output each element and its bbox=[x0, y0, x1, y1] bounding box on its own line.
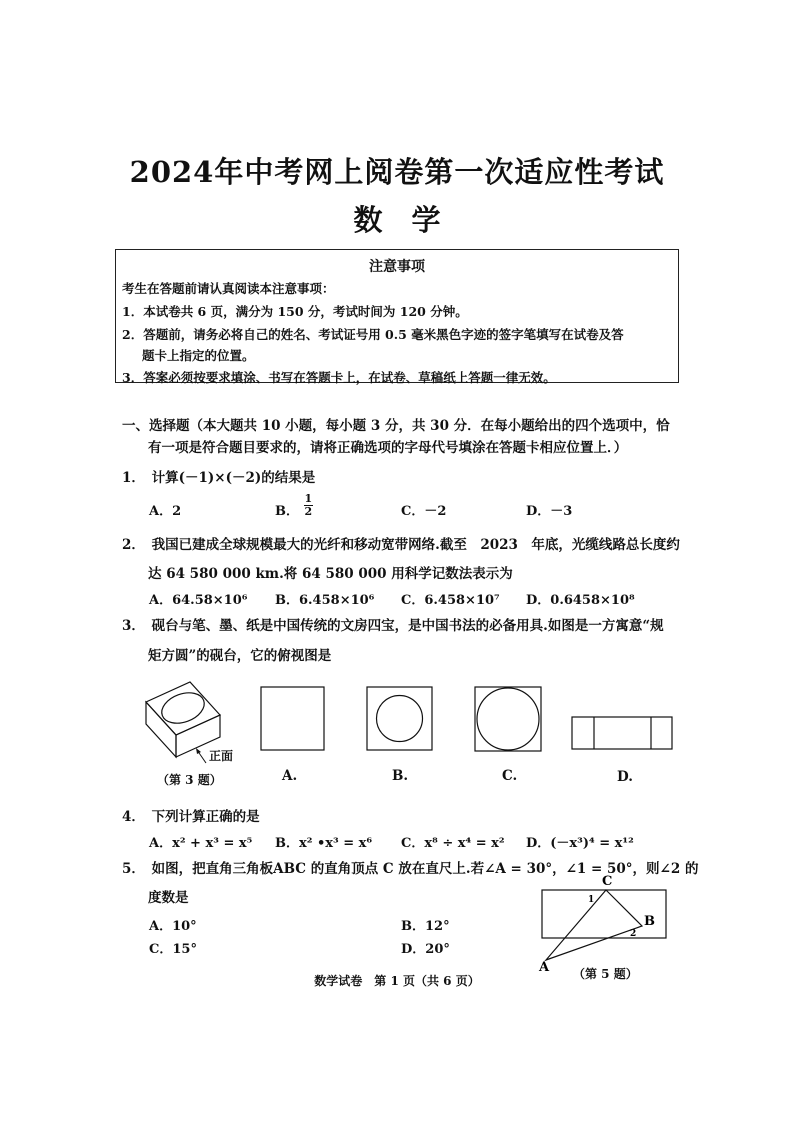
subject-title: 数 学 bbox=[353, 203, 441, 237]
q2-option-d: D．0.6458×10⁸ bbox=[526, 593, 635, 608]
fraction-denominator: 2 bbox=[304, 505, 313, 518]
option-c-figure bbox=[474, 686, 543, 753]
q1-option-a: A．2 bbox=[149, 504, 182, 519]
circle-shape bbox=[477, 688, 539, 750]
front-label: 正面 bbox=[209, 749, 234, 763]
q4-option-a: A．x² + x³ = x⁵ bbox=[149, 836, 253, 851]
exam-title: 2024年中考网上阅卷第一次适应性考试 bbox=[129, 155, 665, 189]
figure-c-label: C. bbox=[502, 768, 518, 784]
fraction bbox=[304, 493, 314, 518]
q2-option-c: C．6.458×10⁷ bbox=[401, 593, 500, 608]
notice-heading: 注意事项 bbox=[369, 259, 425, 275]
angle-2-label: 2 bbox=[630, 929, 637, 939]
question-3-stem: 矩方圆”的砚台，它的俯视图是 bbox=[148, 648, 332, 664]
notice-line: 题卡上指定的位置。 bbox=[142, 348, 255, 363]
rectangle-shape bbox=[572, 717, 672, 749]
section-instructions: 一、选择题（本大题共 10 小题，每小题 3 分，共 30 分．在每小题给出的四个选项中，恰 bbox=[122, 418, 670, 434]
angle-1-label: 1 bbox=[588, 895, 595, 905]
q2-option-a: A．64.58×10⁶ bbox=[149, 593, 248, 608]
option-a-figure bbox=[260, 686, 326, 752]
circle-shape bbox=[377, 696, 423, 742]
q5-option-c: C．15° bbox=[149, 942, 197, 957]
inkstone-top-face bbox=[146, 682, 220, 735]
question-2-stem: 2． 我国已建成全球规模最大的光纤和移动宽带网络.截至 2023 年底，光缆线路总长度约 bbox=[122, 537, 680, 553]
vertex-c-label: C bbox=[602, 874, 613, 889]
q4-option-d: D．(－x³)⁴ = x¹² bbox=[526, 836, 634, 851]
question-4-stem: 4． 下列计算正确的是 bbox=[122, 809, 260, 825]
square-shape bbox=[261, 687, 324, 750]
page-footer: 数学试卷 第 1 页（共 6 页） bbox=[314, 974, 480, 988]
section-instructions: 有一项是符合题目要求的，请将正确选项的字母代号填涂在答题卡相应位置上．） bbox=[148, 440, 628, 456]
option-d-figure bbox=[571, 716, 674, 751]
notice-line: 考生在答题前请认真阅读本注意事项： bbox=[122, 281, 335, 296]
front-pointer-arrowhead bbox=[196, 748, 201, 754]
question-5-stem: 5． 如图，把直角三角板ABC 的直角顶点 C 放在直尺上.若∠A = 30°，∠1 = 50°，则∠2 的 bbox=[122, 861, 699, 877]
figure-a-label: A. bbox=[282, 768, 298, 784]
vertex-b-label: B bbox=[644, 914, 655, 929]
q1-option-b-prefix: B． bbox=[275, 504, 299, 519]
q4-option-c: C．x⁸ ÷ x⁴ = x² bbox=[401, 836, 505, 851]
q5-option-b: B．12° bbox=[401, 919, 450, 934]
q5-option-d: D．20° bbox=[401, 942, 450, 957]
q2-option-b: B．6.458×10⁶ bbox=[275, 593, 375, 608]
notice-line: 3．答案必须按要求填涂、书写在答题卡上，在试卷、草稿纸上答题一律无效。 bbox=[122, 370, 556, 385]
q1-option-c: C．－2 bbox=[401, 504, 447, 519]
q4-option-b: B．x² •x³ = x⁶ bbox=[275, 836, 373, 851]
square-shape bbox=[475, 687, 541, 751]
figure-d-label: D. bbox=[617, 769, 633, 785]
q5-option-a: A．10° bbox=[149, 919, 197, 934]
question-5-stem: 度数是 bbox=[148, 890, 189, 906]
notice-line: 1．本试卷共 6 页，满分为 150 分，考试时间为 120 分钟。 bbox=[122, 304, 468, 319]
figure-5-caption: （第 5 题） bbox=[573, 967, 638, 981]
q1-option-b bbox=[275, 493, 313, 518]
question-1-stem: 1． 计算(－1)×(－2)的结果是 bbox=[122, 470, 316, 486]
notice-line: 2．答题前，请务必将自己的姓名、考试证号用 0.5 毫米黑色字迹的签字笔填写在试卷及答 bbox=[122, 327, 624, 342]
question-3-stem: 3． 砚台与笔、墨、纸是中国传统的文房四宝，是中国书法的必备用具.如图是一方寓意“规 bbox=[122, 618, 664, 634]
question-2-stem: 达 64 580 000 km.将 64 580 000 用科学记数法表示为 bbox=[148, 566, 513, 582]
q1-option-d: D．－3 bbox=[526, 504, 573, 519]
vertex-a-label: A bbox=[539, 960, 550, 975]
inkstone-left-face bbox=[146, 702, 176, 757]
figure-b-label: B. bbox=[392, 768, 409, 784]
option-b-figure bbox=[366, 686, 434, 752]
fraction-numerator: 1 bbox=[304, 492, 313, 505]
notice-box bbox=[115, 249, 679, 383]
figure-3-caption: （第 3 题） bbox=[157, 773, 222, 787]
